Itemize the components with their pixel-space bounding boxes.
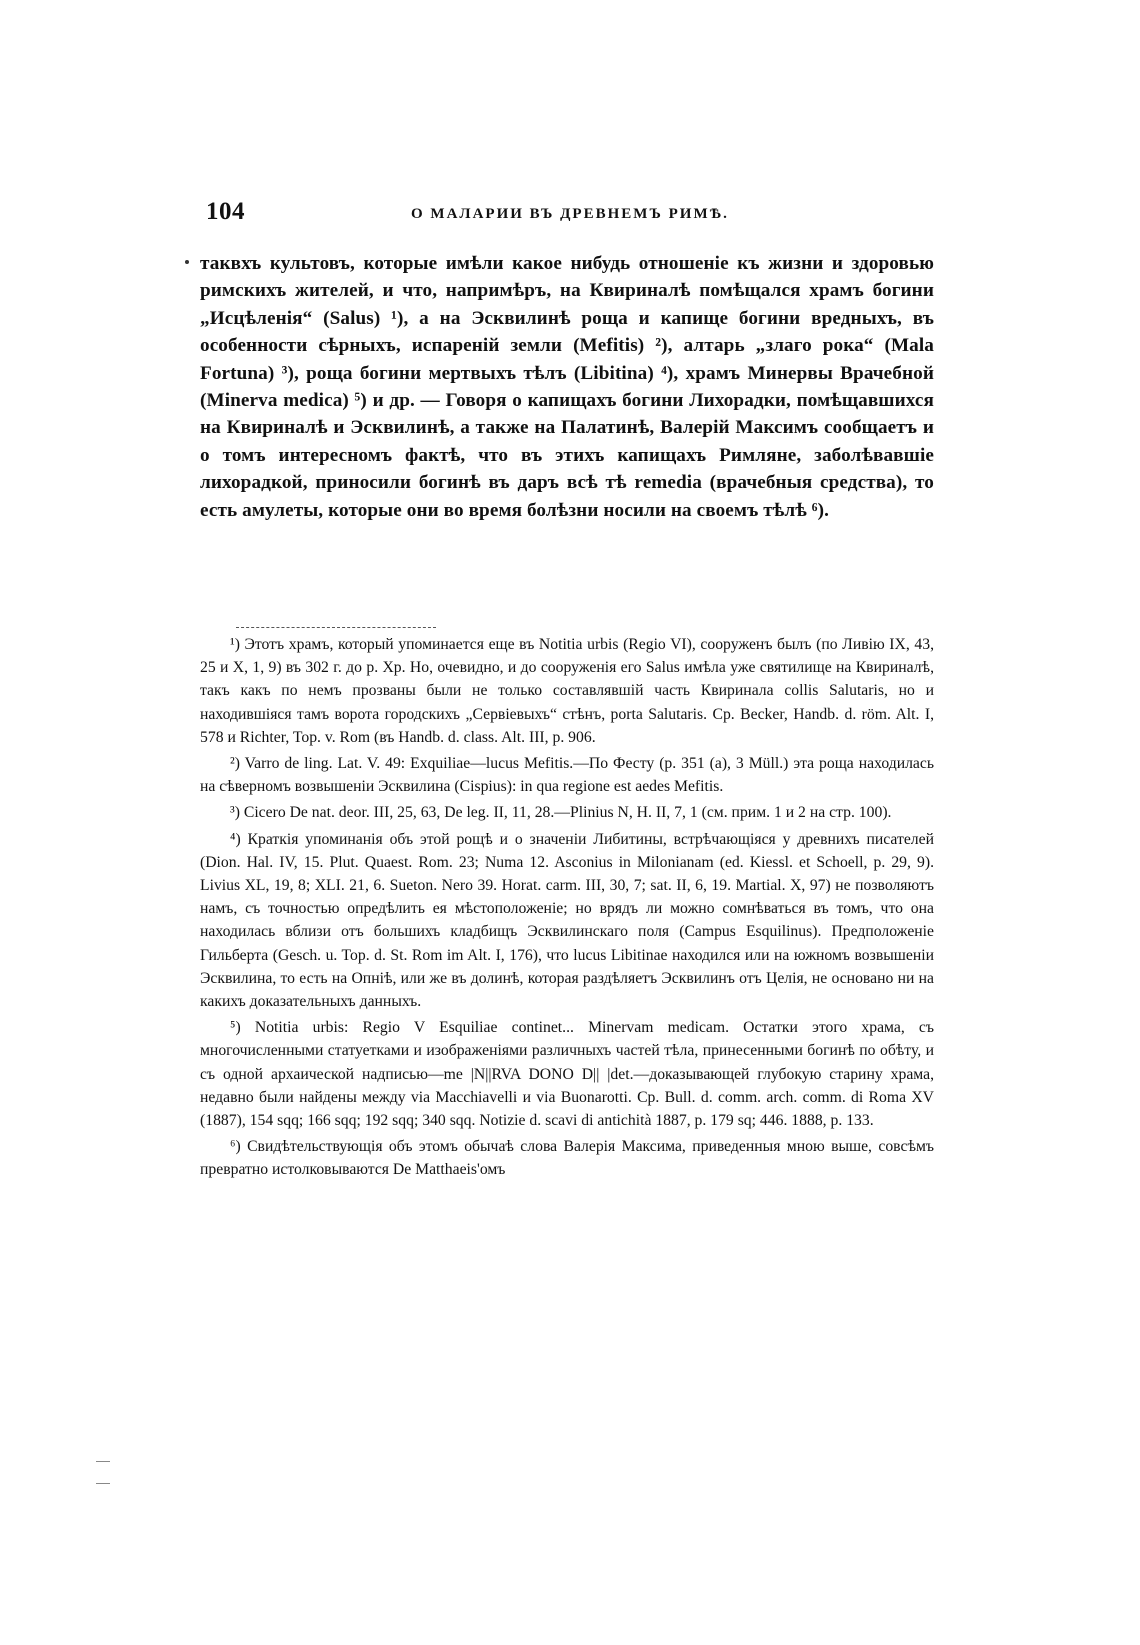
running-title: О МАЛАРИИ ВЪ ДРЕВНЕМЪ РИМѢ. [411,206,729,222]
footnotes [200,633,934,1185]
page-header [206,198,934,234]
footnote-2: ²) Varro de ling. Lat. V. 49: Exquiliae—lucus Mefitis.—По Фесту (p. 351 (a), 3 Müll.) эта роща находилась на сѣверномъ возвышеніи Эсквилина (Cispius): in qua regione est aedes Mefitis. [200,755,934,796]
scan-mark [96,1483,110,1484]
footnote-4: ⁴) Краткія упоминанія объ этой рощѣ и о значеніи Либитины, встрѣчающіяся у древнихъ писателей (Dion. Hal. IV, 15. Plut. Quaest. Rom. 23; Numa 12. Asconius in Milonianam (ed. Kiessl. et Schoell, p. 29, 9). Livius XL, 19, 8; XLI. 21, 6. Sueton. Nero 39. Horat. carm. III, 30, 7; sat. II, 6, 19. Martial. X, 97) не позволяютъ намъ, съ точностью опредѣлить ея мѣстоположеніе; но врядъ ли можно сомнѣваться въ томъ, что она находилась вблизи отъ большихъ кладбищъ Эсквилинскаго поля (Campus Esquilinus). Предположеніе Гильберта (Gesch. u. Top. d. St. Rom im Alt. I, 176), что lucus Libitinae находился или на южномъ возвышеніи Эсквилина, то есть на Опніѣ, или же въ долинѣ, которая раздѣляетъ Эсквилинъ отъ Целія, не основано ни на какихъ доказательныхъ данныхъ. [200,830,934,1011]
page-number: 104 [206,198,245,225]
footnote-3: ³) Cicero De nat. deor. III, 25, 63, De leg. II, 11, 28.—Plinius N, H. II, 7, 1 (см. прим. 1 и 2 на стр. 100). [230,804,892,822]
footnote-separator [236,627,436,628]
footnote-1: ¹) Этотъ храмъ, который упоминается еще въ Notitia urbis (Regio VI), сооруженъ былъ (по Ливію IX, 43, 25 и X, 1, 9) въ 302 г. до р. Хр. Но, очевидно, и до сооруженія его Salus имѣла уже святилище на Квириналѣ, такъ какъ по немъ прозваны были не только составлявшій часть Квиринала collis Salutaris, но и находившіяся тамъ ворота городскихъ „Сервіевыхъ“ стѣнъ, porta Salutaris. Cp. Becker, Handb. d. röm. Alt. I, 578 и Richter, Top. v. Rom (въ Handb. d. class. Alt. III, p. 906. [200,636,934,746]
scan-mark [96,1461,110,1462]
margin-dot [185,260,189,264]
footnote-5: ⁵) Notitia urbis: Regio V Esquiliae continet... Minervam medicam. Остатки этого храма, съ многочисленными статуетками и изображеніями различныхъ частей тѣла, принесенными богинѣ по обѣту, и съ одной архаической надписью—me |N||RVA DONO D|| |det.—доказывающей глубокую старину храма, недавно были найдены между via Macchiavelli и via Buonarotti. Cp. Bull. d. comm. arch. comm. di Roma XV (1887), 154 sqq; 166 sqq; 192 sqq; 340 sqq. Notizie d. scavi di antichità 1887, p. 179 sq; 446. 1888, p. 133. [200,1019,934,1130]
main-paragraph: таквхъ культовъ, которые имѣли какое нибудь отношеніе къ жизни и здоровью римскихъ жителей, и что, напримѣръ, на Квириналѣ помѣщался храмъ богини „Исцѣленія“ (Salus) ¹), а на Эсквилинѣ роща и капище богини вредныхъ, въ особенности сѣрныхъ, испареній земли (Mefitis) ²), алтарь „злаго рока“ (Mala Fortuna) ³), роща богини мертвыхъ тѣлъ (Libitina) ⁴), храмъ Минервы Врачебной (Minerva medica) ⁵) и др. — Говоря о капищахъ богини Лихорадки, помѣщавшихся на Квириналѣ и Эсквилинѣ, а также на Палатинѣ, Валерій Максимъ сообщаетъ и о томъ интересномъ фактѣ, что въ этихъ капищахъ Римляне, заболѣвавшіе лихорадкой, приносили богинѣ въ даръ всѣ тѣ remedia (врачебныя средства), то есть амулеты, которые они во время болѣзни носили на своемъ тѣлѣ ⁶). [200,253,934,521]
footnote-6: ⁶) Свидѣтельствующія объ этомъ обычаѣ слова Валерія Максима, приведенныя мною выше, совсѣмъ превратно истолковываются De Matthaeis'омъ [200,1138,934,1179]
